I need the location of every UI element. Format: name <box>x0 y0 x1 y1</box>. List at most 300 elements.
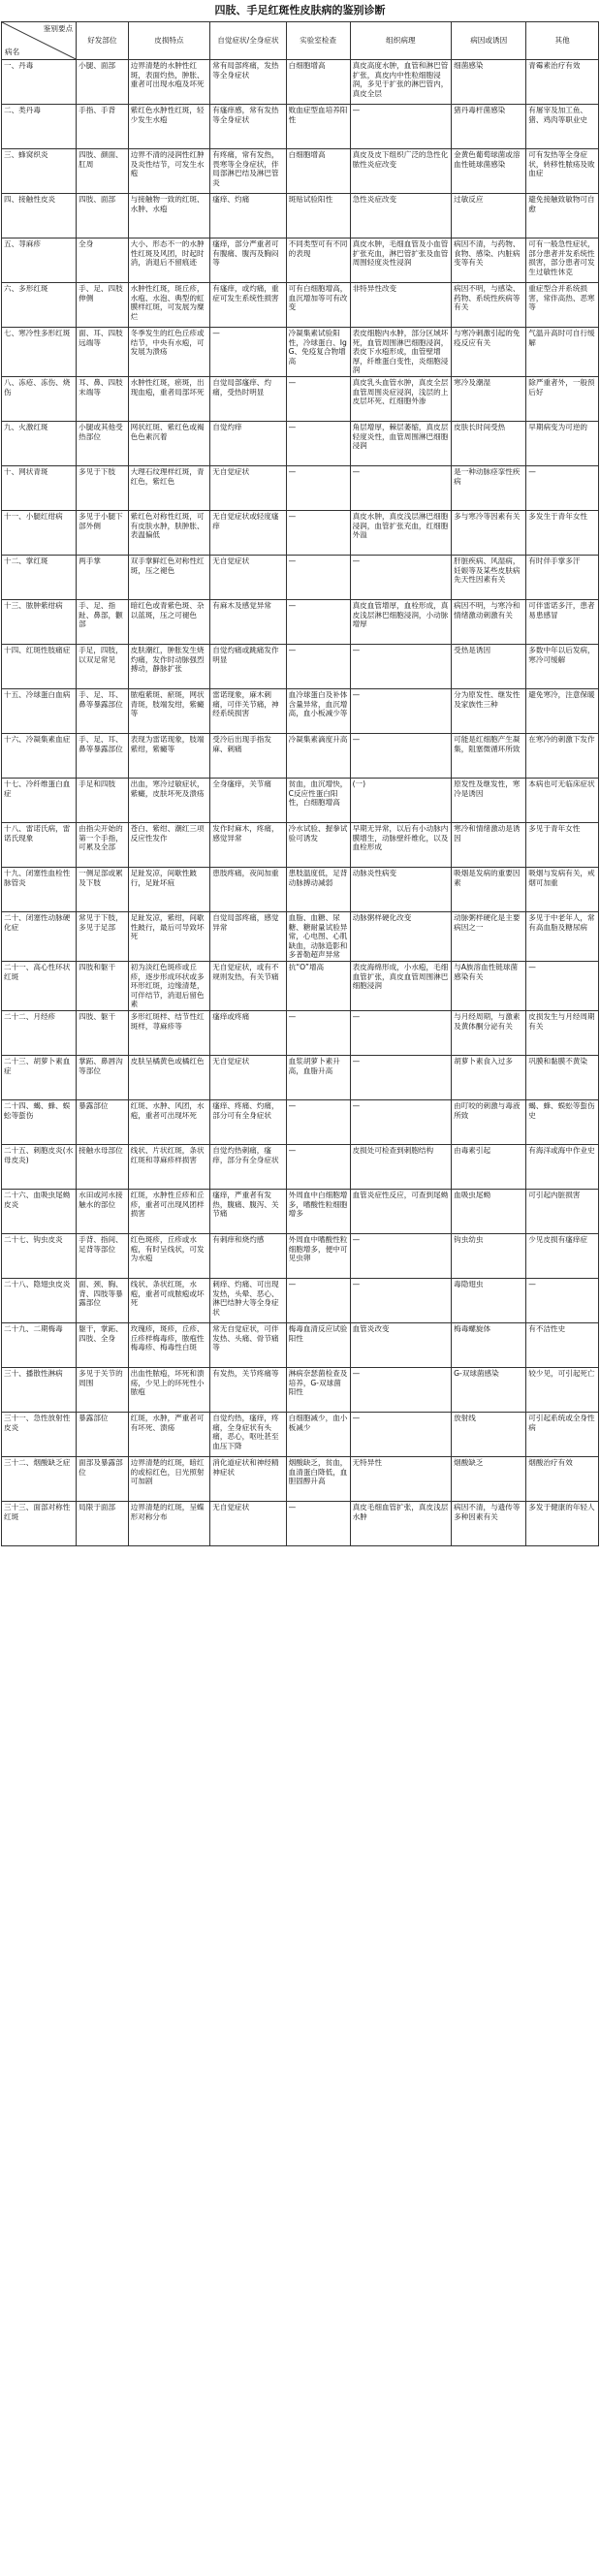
lesion-cell: 紫红色对称性红斑，可有皮肤水肿，肤肿胀、表温偏低 <box>128 510 210 555</box>
site-cell: 四肢、颜面、肛周 <box>77 149 129 194</box>
pathology-cell: 角层增厚，棘层萎缩，真皮层轻度炎性，血管周围淋巴细胞浸润 <box>350 421 452 465</box>
lab-cell: 外周血中嗜酸性粒细胞增多，便中可见虫卵 <box>286 1233 350 1278</box>
pathology-cell: — <box>350 733 452 778</box>
lab-cell: — <box>286 1010 350 1055</box>
cause-cell: 过敏反应 <box>452 194 526 239</box>
cause-cell: 受热是诱因 <box>452 644 526 688</box>
cause-cell: 寒冷和情绪激动是诱因 <box>452 822 526 867</box>
lab-cell: — <box>286 555 350 599</box>
column-header: 皮损特点 <box>128 22 210 60</box>
site-cell: 局限于面部 <box>77 1501 129 1545</box>
site-cell: 面、耳、四肢远端等 <box>77 328 129 377</box>
lesion-cell: 水肿性红斑，斑丘疹，水疱、水泡、典型的虹膜样红斑，可发展为糜烂 <box>128 283 210 328</box>
disease-name-cell: 二十四、蝎、蜂、蜈蚣等蜇伤 <box>2 1099 77 1144</box>
site-cell: 接触水母部位 <box>77 1144 129 1189</box>
lab-cell: 白细胞减少，血小板减少 <box>286 1412 350 1456</box>
symptom-cell: 瘙痒，部分严重者可有腹痛、腹泻及胸闷等 <box>210 239 286 283</box>
symptom-cell: 瘙痒，严重者有发热，腹痛、腹泻、关节痛 <box>210 1189 286 1233</box>
cause-cell: 金黄色葡萄球菌或溶血性链球菌感染 <box>452 149 526 194</box>
disease-name-cell: 七、寒冷性多形红斑 <box>2 328 77 377</box>
corner-header-cell <box>2 22 77 60</box>
other-cell: 多数中年以后发病，寒冷可缓解 <box>526 644 599 688</box>
site-cell: 两手掌 <box>77 555 129 599</box>
symptom-cell: 全身瘙痒，关节痛 <box>210 778 286 822</box>
lab-cell: 血浆胡萝卜素升高，血脂升高 <box>286 1055 350 1099</box>
lab-cell: — <box>286 1144 350 1189</box>
other-cell: 有时伴手掌多汗 <box>526 555 599 599</box>
lesion-cell: 冬季发生的红色丘疹或结节，中央有水疱，可发展为溃疡 <box>128 328 210 377</box>
table-row <box>2 1322 599 1367</box>
lab-cell: 白细胞增高 <box>286 149 350 194</box>
pathology-cell: — <box>350 555 452 599</box>
disease-name-cell: 二十三、胡萝卜素血症 <box>2 1055 77 1099</box>
table-row <box>2 1367 599 1412</box>
lesion-cell: 出血性脓疱，坏死和溃疡，少见上的环死性小脓疱 <box>128 1367 210 1412</box>
table-row <box>2 465 599 510</box>
other-cell: 可引起系统或全身性病 <box>526 1412 599 1456</box>
cause-cell: 与月经周期，与激素及黄体酮分泌有关 <box>452 1010 526 1055</box>
disease-name-cell: 十八、雷诺氏病，雷诺氏现象 <box>2 822 77 867</box>
lab-cell: — <box>286 599 350 644</box>
cause-cell: 猪丹毒杆菌感染 <box>452 105 526 149</box>
disease-name-cell: 十一、小腿红绀病 <box>2 510 77 555</box>
lesion-cell: 红色斑疹，丘疹或水疱，有时呈线状，可发为水疱 <box>128 1233 210 1278</box>
other-cell: 可有发热等全身症状，转移性脓疡及败血症 <box>526 149 599 194</box>
lesion-cell: 线状、条状红斑，水疱，重者可成脓疱或坏死 <box>128 1278 210 1322</box>
pathology-cell: (一) <box>350 778 452 822</box>
lab-cell: 烟酸缺乏，贫血，血清蛋白降低，血胆固醇升高 <box>286 1456 350 1501</box>
lab-cell: — <box>286 421 350 465</box>
table-row <box>2 421 599 465</box>
symptom-cell: 受冷后出现手指发麻、刺痛 <box>210 733 286 778</box>
pathology-cell: — <box>350 1055 452 1099</box>
disease-name-cell: 二十六、血吸虫尾蚴皮炎 <box>2 1189 77 1233</box>
disease-name-cell: 十二、掌红斑 <box>2 555 77 599</box>
table-row <box>2 60 599 105</box>
site-cell: 暴露部位 <box>77 1099 129 1144</box>
lab-cell: 淋病奈瑟菌检查及培养，G-双球菌阳性 <box>286 1367 350 1412</box>
lesion-cell: 边界不清的浸润性红肿及炎性结节，可发生水疱 <box>128 149 210 194</box>
cause-cell: 病因不清，与药物、食物、感染、内脏病变等有关 <box>452 239 526 283</box>
lesion-cell: 紫红色水肿性红斑，轻少发生水疱 <box>128 105 210 149</box>
other-cell: 蝎、蜂、蜈蚣等蜇伤史 <box>526 1099 599 1144</box>
table-row <box>2 1233 599 1278</box>
symptom-cell: 自觉灼热，瘙痒，疼痛，全身症状有头痛，恶心，呕吐甚至血压下降 <box>210 1412 286 1456</box>
disease-name-cell: 三、蜂窝织炎 <box>2 149 77 194</box>
disease-name-cell: 八、冻疮、冻伤、烧伤 <box>2 376 77 421</box>
disease-name-cell: 二十一、高心性环状红斑 <box>2 961 77 1010</box>
table-body <box>2 60 599 1546</box>
symptom-cell: 自觉局部疼痛，感觉异常 <box>210 911 286 961</box>
pathology-cell: — <box>350 1233 452 1278</box>
lesion-cell: 脓疱紫斑、瘀斑，网状青斑，肢端发绀，紫癜等 <box>128 688 210 733</box>
cause-cell: 血吸虫尾蚴 <box>452 1189 526 1233</box>
pathology-cell: 真皮高度水肿，血管和淋巴管扩张，真皮内中性粒细胞浸润，多见于扩张的淋巴管内，真皮全层 <box>350 60 452 105</box>
disease-name-cell: 三十、播散性淋病 <box>2 1367 77 1412</box>
disease-name-cell: 二十九、二期梅毒 <box>2 1322 77 1367</box>
pathology-cell: 真皮血管增厚，血栓形成，真皮浅层淋巴细胞浸润，小动脉增厚 <box>350 599 452 644</box>
site-cell: 多见于下肢 <box>77 465 129 510</box>
symptom-cell: 有瘙痒感，常有发热等全身症状 <box>210 105 286 149</box>
site-cell: 多见于关节的周围 <box>77 1367 129 1412</box>
disease-name-cell: 二十二、月经疹 <box>2 1010 77 1055</box>
lab-cell: 贫血，血沉增快，C反应性蛋白阳性，白细胞增高 <box>286 778 350 822</box>
site-cell: 手、足、耳、鼻等暴露部位 <box>77 733 129 778</box>
lab-cell: 冷水试验、握拳试验可诱发 <box>286 822 350 867</box>
lesion-cell: 水肿性红斑，瘀斑，出现血疱，重者局部坏死 <box>128 376 210 421</box>
pathology-cell: 血管炎症性反应，可查到尾蚴 <box>350 1189 452 1233</box>
cause-cell: 由叮咬的刺激与毒液所致 <box>452 1099 526 1144</box>
symptom-cell: 无自觉症状 <box>210 1501 286 1545</box>
table-row <box>2 1278 599 1322</box>
other-cell: 气温升高时可自行缓解 <box>526 328 599 377</box>
lesion-cell: 大理石纹理样红斑，青红色，紫红色 <box>128 465 210 510</box>
table-row <box>2 105 599 149</box>
symptom-cell: 常无自觉症状，可伴发热、头痛、骨节痛等 <box>210 1322 286 1367</box>
table-row <box>2 376 599 421</box>
symptom-cell: 患肢疼痛，夜间加重 <box>210 867 286 911</box>
site-cell: 耳、鼻、四肢末端等 <box>77 376 129 421</box>
cause-cell: 寒冷及潮湿 <box>452 376 526 421</box>
pathology-cell: 真皮毛细血管扩张，真皮浅层水肿 <box>350 1501 452 1545</box>
cause-cell: 是一种动脉痉挛性疾病 <box>452 465 526 510</box>
table-row <box>2 733 599 778</box>
disease-name-cell: 十四、红斑性肢痛症 <box>2 644 77 688</box>
lesion-cell: 线状、片状红斑，条状红斑和荨麻疹样损害 <box>128 1144 210 1189</box>
pathology-cell: — <box>350 688 452 733</box>
disease-name-cell: 四、接触性皮炎 <box>2 194 77 239</box>
lesion-cell: 红斑、水肿、风团，水疱，重者可出现坏死 <box>128 1099 210 1144</box>
other-cell: 多发于健康的年轻人 <box>526 1501 599 1545</box>
symptom-cell: 有疼痛，常有发热，畏寒等全身症状，伴局部淋巴结及淋巴管炎 <box>210 149 286 194</box>
lesion-cell: 初为淡红色斑疹或丘疹，逐步形成环状或多环形红斑，边缘清楚，可伴结节，消退后留色素 <box>128 961 210 1010</box>
other-cell: 吸烟与发病有关，戒烟可加重 <box>526 867 599 911</box>
other-cell: 重症型合并系统损害，常伴高热、恶寒等 <box>526 283 599 328</box>
site-cell: 手指、手背 <box>77 105 129 149</box>
pathology-cell: 真皮水肿，真皮浅层淋巴细胞浸润，血管扩张充血，红细胞外溢 <box>350 510 452 555</box>
cause-cell: 毒隐翅虫 <box>452 1278 526 1322</box>
pathology-cell: 真皮乳头血管水肿，真皮全层血管周围炎症浸润，浅层的上皮层坏死、红细胞外渗 <box>350 376 452 421</box>
disease-name-cell: 三十三、面部对称性红斑 <box>2 1501 77 1545</box>
other-cell: 早期病变为可逆的 <box>526 421 599 465</box>
table-row <box>2 1010 599 1055</box>
cause-cell: 病因不明，与感染、药物、系统性疾病等有关 <box>452 283 526 328</box>
table-header-row <box>2 22 599 60</box>
lesion-cell: 苍白、紫绀、潮红三项反应性发作 <box>128 822 210 867</box>
pathology-cell: — <box>350 1099 452 1144</box>
lesion-cell: 大小、形态不一的水肿性红斑及风团，时起时消，消退后不留痕迹 <box>128 239 210 283</box>
lesion-cell: 皮肤潮红，肿胀发生烧灼痛，发作时动脉强烈搏动，静脉扩张 <box>128 644 210 688</box>
disease-name-cell: 六、多形红斑 <box>2 283 77 328</box>
column-header: 组织病理 <box>350 22 452 60</box>
lab-cell: — <box>286 465 350 510</box>
cause-cell: 钩虫幼虫 <box>452 1233 526 1278</box>
lab-cell: 患肢温度低，足背动脉搏动减弱 <box>286 867 350 911</box>
site-cell: 手足，四肢，以双足常见 <box>77 644 129 688</box>
symptom-cell: 自觉灼热刺痛，瘙痒，部分有全身症状 <box>210 1144 286 1189</box>
other-cell: 青霉素治疗有效 <box>526 60 599 105</box>
lesion-cell: 多形红斑样、结节性红斑样，荨麻疹等 <box>128 1010 210 1055</box>
pathology-cell: — <box>350 1010 452 1055</box>
other-cell: 多见于中老年人，常有高血脂及糖尿病 <box>526 911 599 961</box>
column-header: 其他 <box>526 22 599 60</box>
site-cell: 小腿或其他受热部位 <box>77 421 129 465</box>
table-row <box>2 1456 599 1501</box>
pathology-cell: 表皮细胞内水肿，部分区域坏死，血管周围淋巴细胞浸润，表皮下水疱形成，血管壁增厚，纤维蛋白变性，炎细胞浸润 <box>350 328 452 377</box>
disease-name-cell: 十五、冷球蛋白血病 <box>2 688 77 733</box>
other-cell: 可有一般急性症状，部分患者并发系统性损害，部分患者可发生过敏性休克 <box>526 239 599 283</box>
disease-name-cell: 五、荨麻疹 <box>2 239 77 283</box>
cause-cell: 可能是红细胞产生凝集，阻塞微循环所致 <box>452 733 526 778</box>
lab-cell: 斑贴试验阳性 <box>286 194 350 239</box>
lesion-cell: 网状红斑、紫红色或褐色色素沉着 <box>128 421 210 465</box>
symptom-cell: 有刺痒和烧灼感 <box>210 1233 286 1278</box>
other-cell: — <box>526 465 599 510</box>
site-cell: 手、足、耳、鼻等暴露部位 <box>77 688 129 733</box>
lesion-cell: 足趾发凉，间歇性跛行，足趾坏疽 <box>128 867 210 911</box>
symptom-cell: 常有局部疼痛，发热等全身症状 <box>210 60 286 105</box>
cause-cell: 多与寒冷等因素有关 <box>452 510 526 555</box>
other-cell: 在寒冷的刺激下发作 <box>526 733 599 778</box>
symptom-cell: 有麻木及感觉异常 <box>210 599 286 644</box>
table-row <box>2 239 599 283</box>
cause-cell: 烟酸缺乏 <box>452 1456 526 1501</box>
table-row <box>2 822 599 867</box>
cause-cell: G-双球菌感染 <box>452 1367 526 1412</box>
lab-cell: — <box>286 376 350 421</box>
lab-cell: — <box>286 1278 350 1322</box>
other-cell: 可引起内脏损害 <box>526 1189 599 1233</box>
pathology-cell: 表皮海绵形成，小水疱，毛细血管扩张，真皮血管周围淋巴细胞浸润 <box>350 961 452 1010</box>
lesion-cell: 出血，寒冷过敏症状，紫癜，皮肤坏死及溃疡 <box>128 778 210 822</box>
disease-name-cell: 二十五、刺胞皮炎(水母皮炎) <box>2 1144 77 1189</box>
site-cell: 手、足、四肢伸侧 <box>77 283 129 328</box>
table-row <box>2 599 599 644</box>
disease-name-cell: 二十、闭塞性动脉硬化症 <box>2 911 77 961</box>
lab-cell: — <box>286 644 350 688</box>
lesion-cell: 边界清楚的水肿性红斑，表面灼热，肿胀、重者可出现水疱及坏死 <box>128 60 210 105</box>
lab-cell: 抗“O”增高 <box>286 961 350 1010</box>
disease-name-cell: 十九、闭塞性血栓性脉管炎 <box>2 867 77 911</box>
lesion-cell: 双手掌鲜红色对称性红斑，压之褪色 <box>128 555 210 599</box>
other-cell: 有屠宰及加工鱼、猪、鸡肉等职业史 <box>526 105 599 149</box>
other-cell: 多发生于青年女性 <box>526 510 599 555</box>
table-row <box>2 688 599 733</box>
column-header: 实验室检查 <box>286 22 350 60</box>
table-row <box>2 644 599 688</box>
lesion-cell: 足趾发凉，紫绀，间歇性跛行，最后可导致坏死 <box>128 911 210 961</box>
other-cell: 多见于青年女性 <box>526 822 599 867</box>
other-cell: 本病也可无临床症状 <box>526 778 599 822</box>
table-row <box>2 194 599 239</box>
pathology-cell: 非特异性改变 <box>350 283 452 328</box>
symptom-cell: 有瘙痒，或灼痛，重症可发生系统性损害 <box>210 283 286 328</box>
site-cell: 面、颈、胸、背、四肢等暴露部位 <box>77 1278 129 1322</box>
site-cell: 常见于下肢，多见于足部 <box>77 911 129 961</box>
pathology-cell: — <box>350 105 452 149</box>
other-cell: 除严重者外，一般预后好 <box>526 376 599 421</box>
site-cell: 暴露部位 <box>77 1412 129 1456</box>
disease-name-cell: 一、丹毒 <box>2 60 77 105</box>
symptom-cell: 自觉灼痛或跳痛发作明显 <box>210 644 286 688</box>
page-title: 四肢、手足红斑性皮肤病的鉴别诊断 <box>214 4 386 16</box>
cause-cell: 原发性及继发性，寒冷是诱因 <box>452 778 526 822</box>
table-row <box>2 867 599 911</box>
symptom-cell: 雷诺现象，麻木刺痛，可伴关节痛，神经系统损害 <box>210 688 286 733</box>
symptom-cell: 自觉灼痒 <box>210 421 286 465</box>
other-cell: 避免接触致敏物可自愈 <box>526 194 599 239</box>
lab-cell: — <box>286 1501 350 1545</box>
site-cell: 水田或河水接触水的部位 <box>77 1189 129 1233</box>
pathology-cell: 急性炎症改变 <box>350 194 452 239</box>
site-cell: 躯干，掌跖、四肢、全身 <box>77 1322 129 1367</box>
cause-cell: 由毒素引起 <box>452 1144 526 1189</box>
symptom-cell: 瘙痒、灼痛 <box>210 194 286 239</box>
other-cell: — <box>526 1278 599 1322</box>
site-cell: 四肢、躯干 <box>77 1010 129 1055</box>
pathology-cell: — <box>350 1367 452 1412</box>
pathology-cell: 真皮及皮下组织广泛的急性化脓性炎症改变 <box>350 149 452 194</box>
disease-name-cell: 二十七、钩虫皮炎 <box>2 1233 77 1278</box>
lesion-cell: 皮肤呈橘黄色或橘红色 <box>128 1055 210 1099</box>
other-cell: 较少见，可引起死亡 <box>526 1367 599 1412</box>
other-cell: 可伴雷诺多汗，患者易患感冒 <box>526 599 599 644</box>
table-row <box>2 149 599 194</box>
symptom-cell: 无自觉症状 <box>210 1055 286 1099</box>
disease-name-cell: 三十一、急性放射性皮炎 <box>2 1412 77 1456</box>
disease-name-cell: 二十八、隐翅虫皮炎 <box>2 1278 77 1322</box>
cause-cell: 与寒冷刺激引起的免疫反应有关 <box>452 328 526 377</box>
table-row <box>2 283 599 328</box>
lab-cell: 血脂、血糖、尿糖、糖耐量试验异常，心电图、心肌缺血，动脉造影和多普勒超声异常 <box>286 911 350 961</box>
symptom-cell: — <box>210 328 286 377</box>
lab-cell: 白细胞增高 <box>286 60 350 105</box>
diagnosis-table <box>1 21 599 1546</box>
column-header: 好发部位 <box>77 22 129 60</box>
other-cell: 有海洋或海中作业史 <box>526 1144 599 1189</box>
cause-cell: 皮肤长时间受热 <box>452 421 526 465</box>
site-cell: 四肢和躯干 <box>77 961 129 1010</box>
cause-cell: 胡萝卜素食入过多 <box>452 1055 526 1099</box>
lesion-cell: 与接触物一致的红斑、水肿、水疱 <box>128 194 210 239</box>
lab-cell: 可有白细胞增高，血沉增加等可有改变 <box>286 283 350 328</box>
other-cell: 烟酸治疗有效 <box>526 1456 599 1501</box>
table-row <box>2 1055 599 1099</box>
other-cell: 有不洁性史 <box>526 1322 599 1367</box>
lesion-cell: 红斑，水肿性丘疹和丘疹，重者可出现风团样损害 <box>128 1189 210 1233</box>
lab-cell: 败血症型血培养阳性 <box>286 105 350 149</box>
lab-cell: 血冷球蛋白及补体含量异常，血沉增高，血小板减少等 <box>286 688 350 733</box>
disease-name-cell: 十三、脓肿紫绀病 <box>2 599 77 644</box>
table-row <box>2 1412 599 1456</box>
symptom-cell: 消化道症状和神经精神症状 <box>210 1456 286 1501</box>
other-cell: — <box>526 961 599 1010</box>
cause-cell: 病因不明，与寒冷和情绪激动刺激有关 <box>452 599 526 644</box>
corner-header-top: 鉴别要点 <box>43 24 74 33</box>
symptom-cell: 瘙痒、疼痛、灼痛，部分可有全身症状 <box>210 1099 286 1144</box>
table-row <box>2 328 599 377</box>
cause-cell: 肝脏疾病、风湿病，妊娠等及某些皮肤病先天性因素有关 <box>452 555 526 599</box>
pathology-cell: — <box>350 1278 452 1322</box>
pathology-cell: — <box>350 644 452 688</box>
table-row <box>2 778 599 822</box>
symptom-cell: 无自觉症状或轻度瘙痒 <box>210 510 286 555</box>
symptom-cell: 瘙痒或疼痛 <box>210 1010 286 1055</box>
site-cell: 小腿、面部 <box>77 60 129 105</box>
disease-name-cell: 十、网状青斑 <box>2 465 77 510</box>
symptom-cell: 无自觉症状 <box>210 555 286 599</box>
pathology-cell: 真皮水肿，毛细血管及小血管扩张充血，淋巴管扩张及血管周围轻度炎性浸润 <box>350 239 452 283</box>
other-cell: 避免寒冷，注意保暖 <box>526 688 599 733</box>
disease-name-cell: 三十二、烟酸缺乏症 <box>2 1456 77 1501</box>
column-header: 自觉症状/全身症状 <box>210 22 286 60</box>
lab-cell: 冷凝集素滴度升高 <box>286 733 350 778</box>
lab-cell: — <box>286 1099 350 1144</box>
pathology-cell: 血管炎改变 <box>350 1322 452 1367</box>
table-row <box>2 555 599 599</box>
lab-cell: — <box>286 510 350 555</box>
pathology-cell: 早期无异常，以后有小动脉内膜增生，动脉壁纤维化，以及血栓形成 <box>350 822 452 867</box>
pathology-cell: — <box>350 1412 452 1456</box>
symptom-cell: 发作时麻木，疼痛，感觉异常 <box>210 822 286 867</box>
symptom-cell: 刺痒、灼痛、可出现发热，头晕、恶心、淋巴结肿大等全身症状 <box>210 1278 286 1322</box>
site-cell: 面部及暴露部位 <box>77 1456 129 1501</box>
site-cell: 多见于小腿下部外侧 <box>77 510 129 555</box>
cause-cell: 分为原发性、继发性及家族性三种 <box>452 688 526 733</box>
pathology-cell: 动脉炎性病变 <box>350 867 452 911</box>
lesion-cell: 边界清楚的红斑，暗红的或棕红色，日光照射可加剧 <box>128 1456 210 1501</box>
cause-cell: 病因不清，与遗传等多种因素有关 <box>452 1501 526 1545</box>
site-cell: 由指尖开始的第一个手指，可累及全部 <box>77 822 129 867</box>
table-row <box>2 1099 599 1144</box>
other-cell: 少见皮损有瘙痒症 <box>526 1233 599 1278</box>
symptom-cell: 自觉局部瘙痒、灼痛，受热时明显 <box>210 376 286 421</box>
symptom-cell: 无自觉症状，或有不规则发热，有关节痛 <box>210 961 286 1010</box>
disease-name-cell: 十六、冷凝集素血症 <box>2 733 77 778</box>
site-cell: 掌跖、鼻唇沟等部位 <box>77 1055 129 1099</box>
pathology-cell: 动脉粥样硬化改变 <box>350 911 452 961</box>
disease-name-cell: 九、火激红斑 <box>2 421 77 465</box>
cause-cell: 放射线 <box>452 1412 526 1456</box>
site-cell: 手背、指间、足背等部位 <box>77 1233 129 1278</box>
site-cell: 手、足、指趾、鼻部，颧部 <box>77 599 129 644</box>
lesion-cell: 玫瑰疹，斑疹，丘疹、丘疹样梅毒疹，脓疱性梅毒疹、梅毒性白斑 <box>128 1322 210 1367</box>
symptom-cell: 无自觉症状 <box>210 465 286 510</box>
lab-cell: 不同类型可有不同的表现 <box>286 239 350 283</box>
cause-cell: 细菌感染 <box>452 60 526 105</box>
pathology-cell: 无特异性 <box>350 1456 452 1501</box>
lesion-cell: 边界清楚的红斑，呈蝶形对称分布 <box>128 1501 210 1545</box>
site-cell: 手足和四肢 <box>77 778 129 822</box>
column-header: 病因或诱因 <box>452 22 526 60</box>
pathology-cell: 皮损处可检查到刺胞结构 <box>350 1144 452 1189</box>
cause-cell: 梅毒螺旋体 <box>452 1322 526 1367</box>
table-row <box>2 510 599 555</box>
lesion-cell: 暗红色或青紫色斑、杂以蓝斑，压之可褪色 <box>128 599 210 644</box>
other-cell: 皮损发生与月经周期有关 <box>526 1010 599 1055</box>
other-cell: 巩膜和黏膜不黄染 <box>526 1055 599 1099</box>
lesion-cell: 红斑，水肿，严重者可有坏死、溃疡 <box>128 1412 210 1456</box>
cause-cell: 动脉粥样硬化是主要病因之一 <box>452 911 526 961</box>
lab-cell: 冷凝集素试验阳性，冷球蛋白、IgG、免疫复合物增高 <box>286 328 350 377</box>
disease-name-cell: 十七、冷纤维蛋白血症 <box>2 778 77 822</box>
cause-cell: 吸烟是发病的重要因素 <box>452 867 526 911</box>
lab-cell: 梅毒血清反应试验阳性 <box>286 1322 350 1367</box>
table-row <box>2 961 599 1010</box>
symptom-cell: 有发热，关节疼痛等 <box>210 1367 286 1412</box>
site-cell: 全身 <box>77 239 129 283</box>
table-row <box>2 1501 599 1545</box>
